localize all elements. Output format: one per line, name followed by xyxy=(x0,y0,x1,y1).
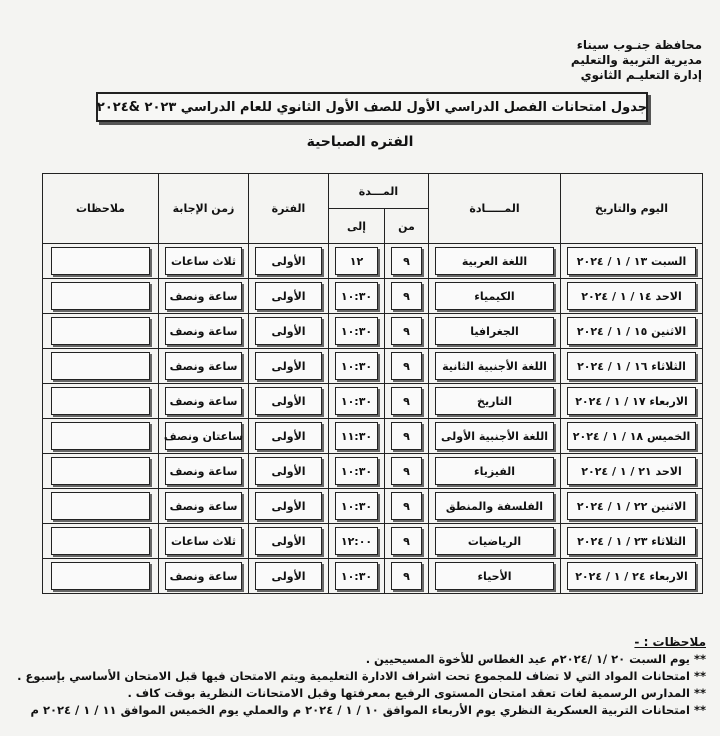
exam-day-date-cell xyxy=(561,244,703,279)
exam-notes-cell xyxy=(43,349,159,384)
exam-answer-time: ثلاث ساعات xyxy=(165,247,242,275)
exam-notes xyxy=(51,317,150,345)
exam-day-date: الاحد ١٤ / ١ / ٢٠٢٤ xyxy=(567,282,696,310)
exam-day-date-cell xyxy=(561,314,703,349)
header-duration: المـــدة xyxy=(329,174,429,209)
exam-end-time: ١٢ xyxy=(335,247,378,275)
exam-day-date-cell xyxy=(561,524,703,559)
exam-notes-cell xyxy=(43,279,159,314)
header-subject: المـــــادة xyxy=(429,174,561,244)
exam-period: الأولى xyxy=(255,527,322,555)
exam-period-cell xyxy=(249,454,329,489)
exam-day-date-cell xyxy=(561,489,703,524)
exam-answer-time: ساعة ونصف xyxy=(165,562,242,590)
exam-end-time-cell xyxy=(329,384,385,419)
exam-answer-time: ساعة ونصف xyxy=(165,317,242,345)
exam-period-cell xyxy=(249,559,329,594)
exam-answer-time: ساعة ونصف xyxy=(165,457,242,485)
exam-notes-cell xyxy=(43,524,159,559)
exam-period: الأولى xyxy=(255,562,322,590)
exam-end-time-cell xyxy=(329,419,385,454)
exam-subject-cell xyxy=(429,384,561,419)
exam-end-time: ١٠:٣٠ xyxy=(335,457,378,485)
exam-start-time: ٩ xyxy=(391,352,422,380)
exam-period: الأولى xyxy=(255,492,322,520)
exam-subject: اللغة العربية xyxy=(435,247,554,275)
exam-subject-cell xyxy=(429,419,561,454)
exam-subject: اللغة الأجنبية الثانية xyxy=(435,352,554,380)
header-to: إلى xyxy=(329,209,385,244)
exam-subject-cell xyxy=(429,454,561,489)
exam-answer-time: ساعة ونصف xyxy=(165,352,242,380)
exam-period-cell xyxy=(249,244,329,279)
exam-notes-cell xyxy=(43,559,159,594)
note-line: ** امتحانات المواد التي لا تضاف للمجموع تحت اشراف الادارة التعليمية ويتم الامتحان فيها قبل الامتحان الأساسي بإسبوع . xyxy=(17,669,706,683)
exam-subject: الأحياء xyxy=(435,562,554,590)
header-period: الفترة xyxy=(249,174,329,244)
exam-start-time-cell xyxy=(385,559,429,594)
exam-answer-time-cell xyxy=(159,349,249,384)
note-line: ** يوم السبت ٢٠ /١ /٢٠٢٤م عيد الغطاس للأخوة المسيحيين . xyxy=(365,652,706,666)
exam-answer-time: ساعتان ونصف xyxy=(165,422,242,450)
exam-end-time-cell xyxy=(329,489,385,524)
issuer-header xyxy=(571,38,702,83)
exam-end-time-cell xyxy=(329,454,385,489)
exam-start-time-cell xyxy=(385,524,429,559)
exam-period-cell xyxy=(249,524,329,559)
exam-notes xyxy=(51,422,150,450)
document-title xyxy=(96,92,648,122)
exam-start-time-cell xyxy=(385,454,429,489)
exam-subject: الجغرافيا xyxy=(435,317,554,345)
exam-subject: اللغة الأجنبية الأولى xyxy=(435,422,554,450)
exam-notes-cell xyxy=(43,384,159,419)
exam-period-cell xyxy=(249,314,329,349)
exam-notes xyxy=(51,247,150,275)
exam-day-date-cell xyxy=(561,454,703,489)
exam-schedule-table xyxy=(42,173,703,594)
exam-period: الأولى xyxy=(255,282,322,310)
table-row xyxy=(43,489,703,524)
document-title-text: جدول امتحانات الفصل الدراسي الأول للصف الأول الثانوي للعام الدراسي ٢٠٢٣ &٢٠٢٤ xyxy=(96,99,648,115)
exam-start-time-cell xyxy=(385,384,429,419)
exam-answer-time-cell xyxy=(159,279,249,314)
exam-end-time-cell xyxy=(329,279,385,314)
exam-period-cell xyxy=(249,419,329,454)
exam-day-date-cell xyxy=(561,559,703,594)
exam-start-time-cell xyxy=(385,419,429,454)
exam-start-time: ٩ xyxy=(391,492,422,520)
exam-notes-cell xyxy=(43,244,159,279)
exam-end-time-cell xyxy=(329,524,385,559)
exam-start-time: ٩ xyxy=(391,317,422,345)
exam-day-date: الاحد ٢١ / ١ / ٢٠٢٤ xyxy=(567,457,696,485)
exam-answer-time-cell xyxy=(159,524,249,559)
exam-notes xyxy=(51,352,150,380)
exam-day-date-cell xyxy=(561,384,703,419)
header-from: من xyxy=(385,209,429,244)
exam-period: الأولى xyxy=(255,317,322,345)
exam-subject-cell xyxy=(429,349,561,384)
exam-end-time: ١٠:٣٠ xyxy=(335,352,378,380)
exam-day-date: الاثنين ١٥ / ١ / ٢٠٢٤ xyxy=(567,317,696,345)
exam-day-date: الاثنين ٢٢ / ١ / ٢٠٢٤ xyxy=(567,492,696,520)
exam-start-time-cell xyxy=(385,314,429,349)
exam-period: الأولى xyxy=(255,457,322,485)
notes-title: ملاحظات : - xyxy=(634,635,706,649)
exam-subject: التاريخ xyxy=(435,387,554,415)
table-row xyxy=(43,279,703,314)
exam-notes xyxy=(51,387,150,415)
table-row xyxy=(43,384,703,419)
exam-answer-time: ساعة ونصف xyxy=(165,492,242,520)
exam-notes xyxy=(51,562,150,590)
note-line: ** امتحانات التربية العسكرية النظري يوم الأربعاء الموافق ١٠ / ١ / ٢٠٢٤ م والعملي يوم الخميس الموافق ١١ / ١ / ٢٠٢٤ م xyxy=(30,703,706,717)
table-row xyxy=(43,349,703,384)
table-row xyxy=(43,524,703,559)
exam-subject-cell xyxy=(429,559,561,594)
exam-end-time-cell xyxy=(329,244,385,279)
exam-end-time: ١٠:٣٠ xyxy=(335,492,378,520)
exam-answer-time-cell xyxy=(159,244,249,279)
note-line: ** المدارس الرسمية لغات تعقد امتحان المستوى الرفيع بمعرفتها وقبل الامتحانات النظرية بوقت كاف . xyxy=(127,686,706,700)
exam-answer-time: ساعة ونصف xyxy=(165,282,242,310)
exam-day-date-cell xyxy=(561,419,703,454)
exam-period: الأولى xyxy=(255,352,322,380)
exam-answer-time: ثلاث ساعات xyxy=(165,527,242,555)
exam-notes-cell xyxy=(43,419,159,454)
exam-period-cell xyxy=(249,279,329,314)
exam-end-time-cell xyxy=(329,314,385,349)
session-subtitle: الفتره الصباحية xyxy=(306,134,414,150)
administration-label: إدارة التعليـم الثانوي xyxy=(580,68,702,82)
exam-subject-cell xyxy=(429,489,561,524)
exam-subject-cell xyxy=(429,314,561,349)
exam-subject: الكيمياء xyxy=(435,282,554,310)
exam-period-cell xyxy=(249,384,329,419)
exam-period: الأولى xyxy=(255,422,322,450)
exam-start-time: ٩ xyxy=(391,527,422,555)
exam-period: الأولى xyxy=(255,247,322,275)
exam-day-date: الثلاثاء ٢٣ / ١ / ٢٠٢٤ xyxy=(567,527,696,555)
exam-notes-cell xyxy=(43,314,159,349)
exam-answer-time-cell xyxy=(159,454,249,489)
header-answer-time: زمن الإجابة xyxy=(159,174,249,244)
governorate-label: محافظة جنـوب سيناء xyxy=(576,38,702,52)
header-day-date: اليوم والتاريخ xyxy=(561,174,703,244)
exam-subject-cell xyxy=(429,279,561,314)
directorate-label: مديرية التربية والتعليم xyxy=(570,53,702,67)
exam-day-date: الاربعاء ٢٤ / ١ / ٢٠٢٤ xyxy=(567,562,696,590)
table-row xyxy=(43,559,703,594)
table-row xyxy=(43,244,703,279)
exam-end-time: ١٠:٣٠ xyxy=(335,317,378,345)
exam-start-time-cell xyxy=(385,244,429,279)
notes-section xyxy=(6,634,706,719)
exam-notes xyxy=(51,492,150,520)
exam-subject-cell xyxy=(429,524,561,559)
exam-end-time: ١٠:٣٠ xyxy=(335,387,378,415)
exam-notes-cell xyxy=(43,489,159,524)
exam-start-time: ٩ xyxy=(391,457,422,485)
exam-end-time: ١٠:٣٠ xyxy=(335,282,378,310)
exam-subject: الفيزياء xyxy=(435,457,554,485)
exam-end-time: ١٢:٠٠ xyxy=(335,527,378,555)
exam-day-date: الاربعاء ١٧ / ١ / ٢٠٢٤ xyxy=(567,387,696,415)
exam-end-time-cell xyxy=(329,349,385,384)
exam-start-time-cell xyxy=(385,279,429,314)
exam-answer-time-cell xyxy=(159,419,249,454)
table-header-row xyxy=(43,174,703,209)
exam-notes xyxy=(51,527,150,555)
exam-subject: الرياضيات xyxy=(435,527,554,555)
exam-answer-time-cell xyxy=(159,489,249,524)
exam-answer-time-cell xyxy=(159,314,249,349)
exam-period: الأولى xyxy=(255,387,322,415)
exam-start-time: ٩ xyxy=(391,387,422,415)
exam-subject: الفلسفة والمنطق xyxy=(435,492,554,520)
exam-notes xyxy=(51,457,150,485)
exam-start-time: ٩ xyxy=(391,247,422,275)
exam-start-time: ٩ xyxy=(391,282,422,310)
exam-notes-cell xyxy=(43,454,159,489)
exam-subject-cell xyxy=(429,244,561,279)
exam-start-time: ٩ xyxy=(391,562,422,590)
exam-start-time-cell xyxy=(385,349,429,384)
exam-day-date: الخميس ١٨ / ١ / ٢٠٢٤ xyxy=(567,422,696,450)
exam-day-date-cell xyxy=(561,349,703,384)
exam-day-date: الثلاثاء ١٦ / ١ / ٢٠٢٤ xyxy=(567,352,696,380)
exam-end-time: ١١:٣٠ xyxy=(335,422,378,450)
exam-answer-time-cell xyxy=(159,559,249,594)
table-row xyxy=(43,419,703,454)
exam-start-time-cell xyxy=(385,489,429,524)
exam-period-cell xyxy=(249,349,329,384)
exam-day-date-cell xyxy=(561,279,703,314)
exam-notes xyxy=(51,282,150,310)
exam-answer-time: ساعة ونصف xyxy=(165,387,242,415)
header-notes: ملاحظات xyxy=(43,174,159,244)
exam-period-cell xyxy=(249,489,329,524)
exam-start-time: ٩ xyxy=(391,422,422,450)
table-row xyxy=(43,454,703,489)
exam-end-time-cell xyxy=(329,559,385,594)
table-row xyxy=(43,314,703,349)
exam-answer-time-cell xyxy=(159,384,249,419)
exam-end-time: ١٠:٣٠ xyxy=(335,562,378,590)
exam-day-date: السبت ١٣ / ١ / ٢٠٢٤ xyxy=(567,247,696,275)
